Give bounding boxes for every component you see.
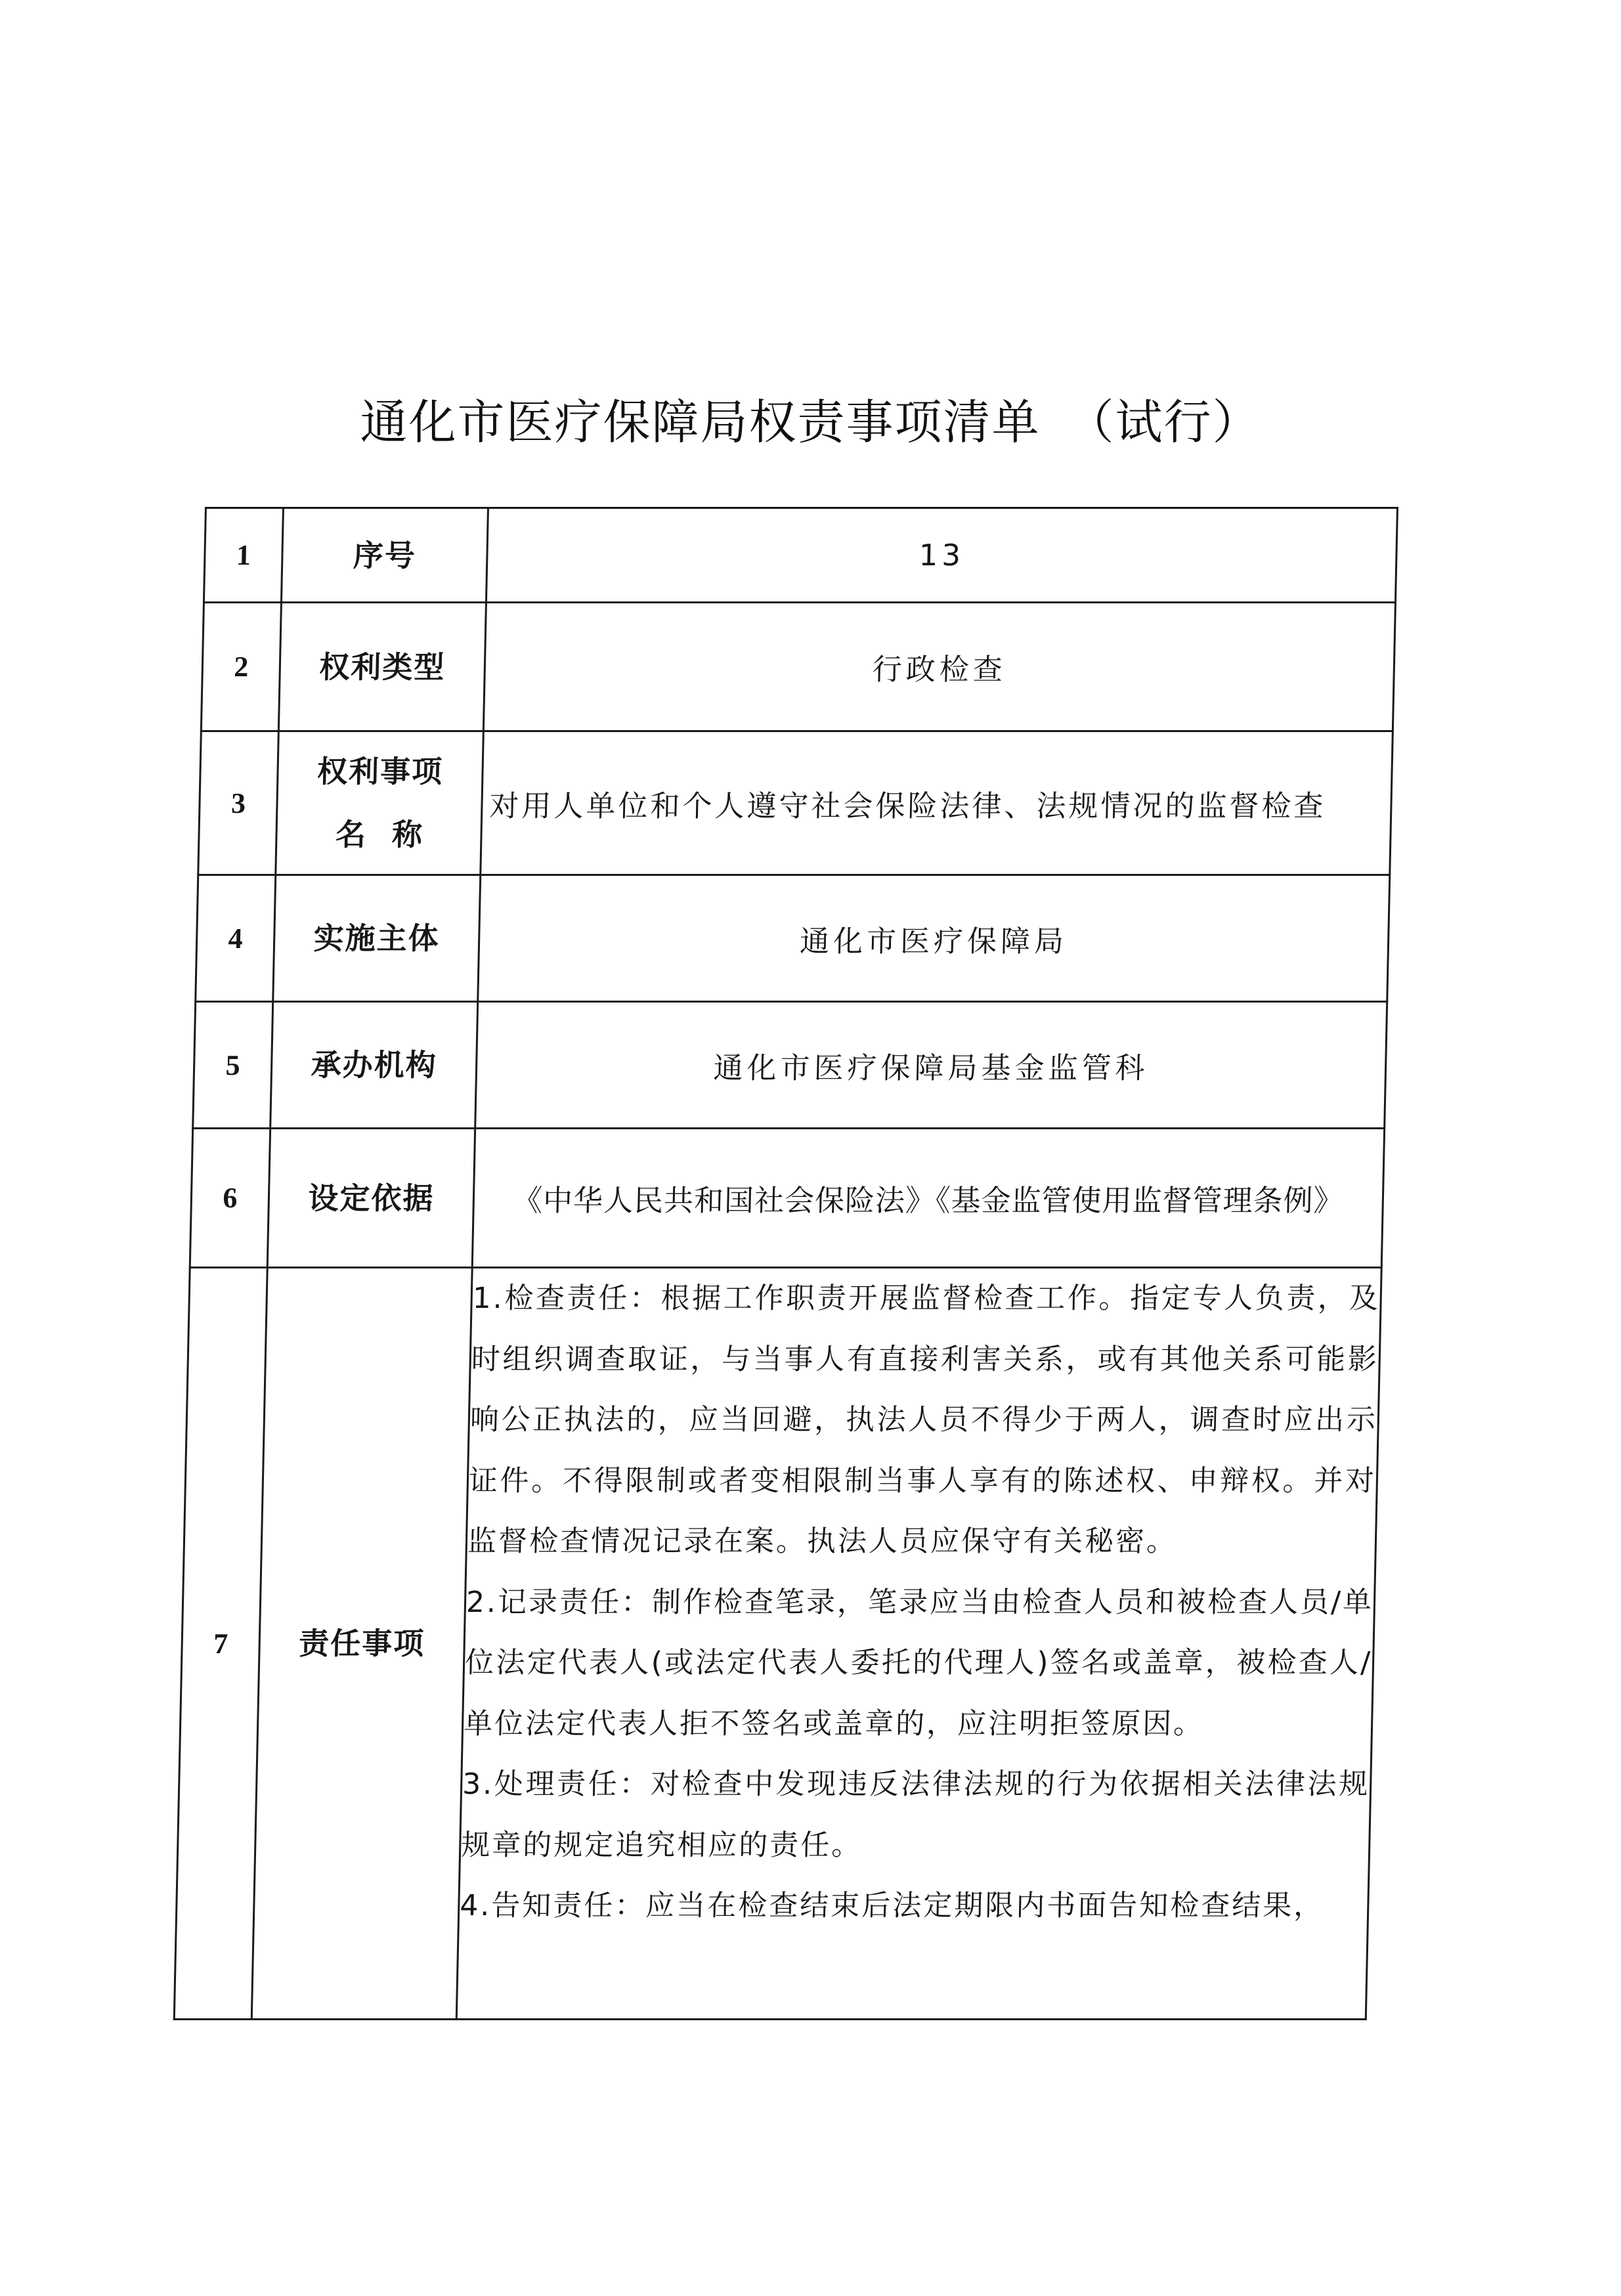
row-label-line-1: 权利事项: [316, 754, 444, 789]
responsibility-table-wrapper: [173, 507, 1398, 2020]
row-value-handling-agency: 通化市医疗保障局基金监管科: [475, 1002, 1387, 1129]
row-label-implementing-body: 实施主体: [273, 875, 481, 1002]
table-row: [190, 1129, 1384, 1268]
row-label-serial-number: 序号: [281, 508, 488, 603]
duty-paragraph-inspection: 1.检查责任：根据工作职责开展监督检查工作。指定专人负责，及时组织调查取证，与当事人有直接利害关系，或有其他关系可能影响公正执法的，应当回避，执法人员不得少于两人，调查时应出示证件。不得限制或者变相限制当事人享有的陈述权、申辩权。并对监督检查情况记录在案。执法人员应保守有关秘密。: [467, 1282, 1381, 1558]
duty-paragraph-record: 2.记录责任：制作检查笔录，笔录应当由检查人员和被检查人员/单位法定代表人(或法定代表人委托的代理人)签名或盖章，被检查人/单位法定代表人拒不签名或盖章的，应注明拒签原因。: [463, 1585, 1374, 1741]
table-row: [198, 731, 1393, 875]
duty-paragraph-handling: 3.处理责任：对检查中发现违反法律法规的行为依据相关法律法规规章的规定追究相应的责任。: [460, 1767, 1370, 1862]
row-label-legal-basis: 设定依据: [267, 1129, 475, 1268]
row-index: 1: [204, 508, 283, 603]
row-value-legal-basis: 《中华人民共和国社会保险法》《基金监管使用监督管理条例》: [472, 1129, 1384, 1268]
table-row: [196, 875, 1390, 1002]
row-label-handling-agency: 承办机构: [270, 1002, 478, 1129]
row-value-serial-number: 13: [486, 508, 1397, 603]
row-label-responsibilities: 责任事项: [251, 1268, 472, 2020]
table-row: [201, 603, 1395, 731]
row-index: 2: [201, 603, 281, 731]
row-index: 5: [193, 1002, 273, 1129]
duty-paragraph-notification: 4.告知责任：应当在检查结束后法定期限内书面告知检查结果，: [459, 1889, 1325, 1922]
row-label-line-2: 名称: [335, 817, 449, 852]
row-index: 6: [190, 1129, 270, 1268]
page-title-suffix: （试行）: [1066, 395, 1261, 450]
table-row: [204, 508, 1397, 603]
row-value-power-type: 行政检查: [483, 603, 1395, 731]
row-index: 7: [174, 1268, 267, 2020]
row-label-power-item-name: [276, 731, 484, 875]
table-row: [193, 1002, 1387, 1129]
row-label-power-type: 权利类型: [278, 603, 486, 731]
row-index: 4: [196, 875, 276, 1002]
page-title-main: 通化市医疗保障局权责事项清单: [360, 395, 1041, 450]
row-index: 3: [198, 731, 279, 875]
row-value-power-item-name: 对用人单位和个人遵守社会保险法律、法规情况的监督检查: [481, 731, 1393, 875]
responsibility-table: [173, 507, 1398, 2020]
table-row: [174, 1268, 1381, 2020]
row-value-implementing-body: 通化市医疗保障局: [478, 875, 1390, 1002]
page-title: [0, 384, 1621, 452]
row-value-responsibilities: [456, 1268, 1381, 2020]
